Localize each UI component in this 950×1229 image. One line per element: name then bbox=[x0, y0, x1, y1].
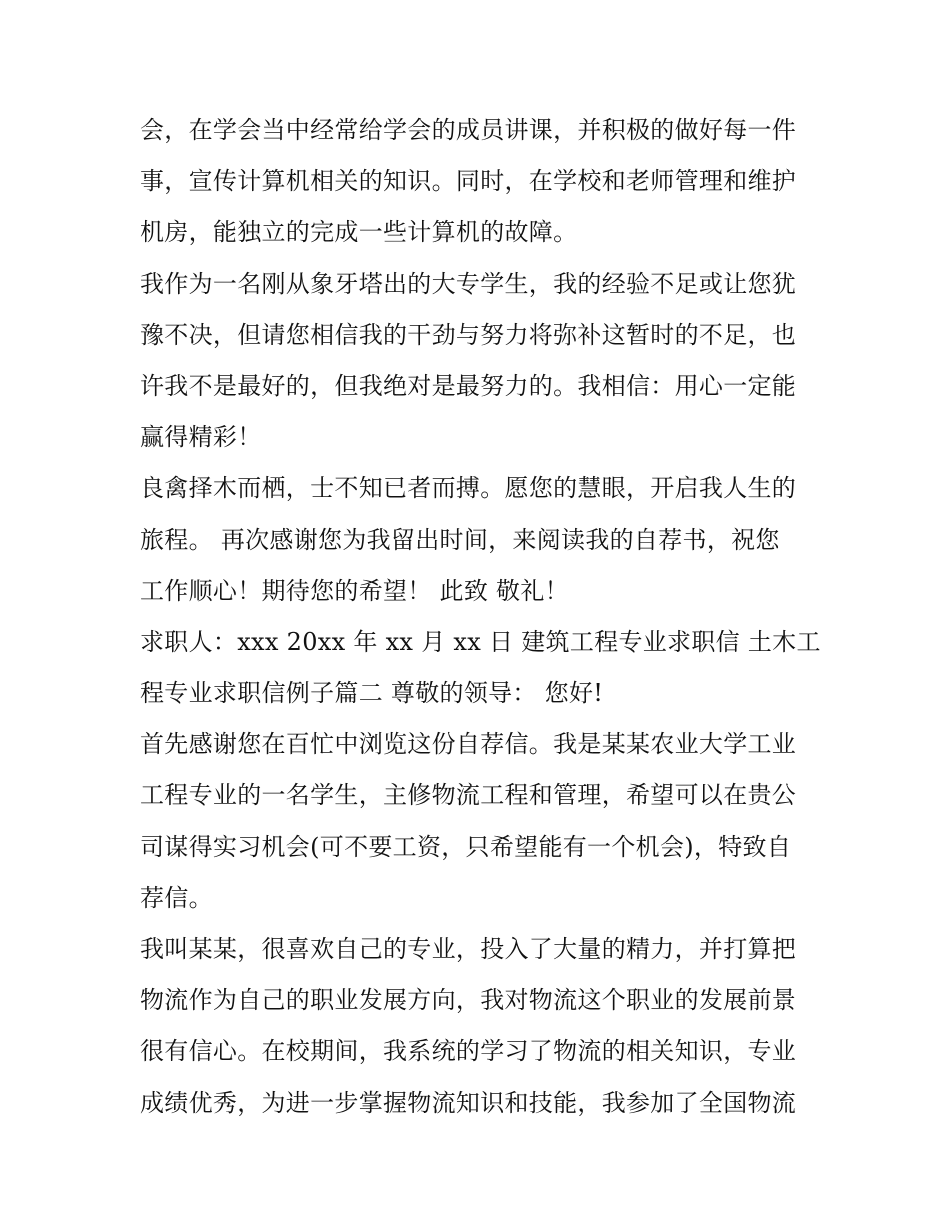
text-line: 求职人：xxx 20xx 年 xx 月 xx 日 建筑工程专业求职信 土木工 bbox=[140, 627, 821, 656]
text-line: 程专业求职信例子篇二 尊敬的领导： 您好! bbox=[140, 679, 604, 708]
text-line: 事，宣传计算机相关的知识。同时，在学校和老师管理和维护 bbox=[140, 167, 797, 196]
document-body bbox=[140, 109, 820, 1133]
text-line: 司谋得实习机会(可不要工资，只希望能有一个机会)，特致自 bbox=[140, 832, 792, 861]
text-line: 机房，能独立的完成一些计算机的故障。 bbox=[140, 218, 578, 247]
text-line: 会，在学会当中经常给学会的成员讲课，并积极的做好每一件 bbox=[140, 116, 797, 144]
text-line: 良禽择木而栖，士不知已者而搏。愿您的慧眼，开启我人生的 bbox=[140, 474, 797, 503]
text-line: 旅程。 再次感谢您为我留出时间，来阅读我的自荐书，祝您 bbox=[140, 525, 780, 554]
text-line: 我叫某某，很喜欢自己的专业，投入了大量的精力，并打算把 bbox=[140, 935, 797, 963]
text-line: 首先感谢您在百忙中浏览这份自荐信。我是某某农业大学工业 bbox=[140, 730, 797, 759]
text-line: 许我不是最好的，但我绝对是最努力的。我相信：用心一定能 bbox=[140, 371, 797, 400]
text-line: 我作为一名刚从象牙塔出的大专学生，我的经验不足或让您犹 bbox=[140, 269, 797, 298]
text-line: 荐信。 bbox=[140, 883, 213, 912]
text-line: 豫不决，但请您相信我的干劲与努力将弥补这暂时的不足，也 bbox=[140, 320, 797, 349]
text-line: 物流作为自己的职业发展方向，我对物流这个职业的发展前景 bbox=[140, 986, 797, 1015]
text-line: 很有信心。在校期间，我系统的学习了物流的相关知识，专业 bbox=[140, 1037, 797, 1066]
text-line: 成绩优秀，为进一步掌握物流知识和技能，我参加了全国物流 bbox=[140, 1088, 797, 1117]
text-line: 工程专业的一名学生，主修物流工程和管理，希望可以在贵公 bbox=[140, 781, 797, 810]
text-line: 赢得精彩！ bbox=[140, 423, 262, 452]
text-line: 工作顺心！期待您的希望！ 此致 敬礼！ bbox=[140, 576, 569, 605]
